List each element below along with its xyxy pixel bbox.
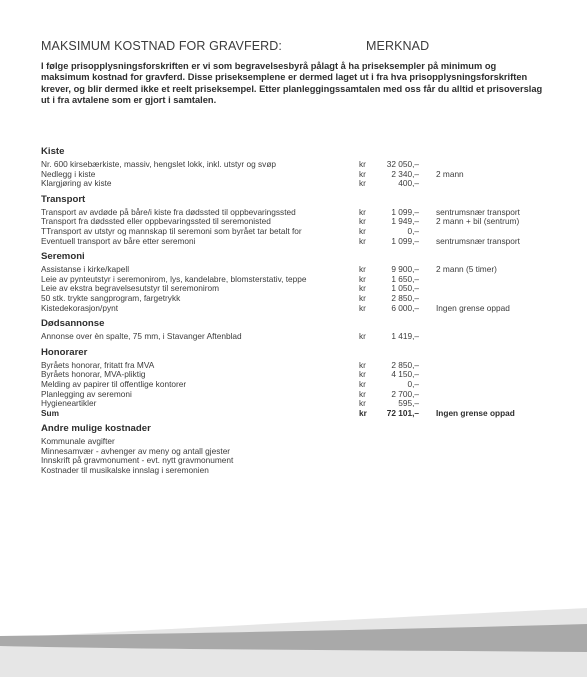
cost-description: TTransport av utstyr og mannskap til seremoni som byrået tar betalt for xyxy=(41,225,302,236)
cost-description: Transport av avdøde på båre/i kiste fra dødssted til oppbevaringssted xyxy=(41,206,296,217)
cost-row xyxy=(41,160,561,170)
currency-label: kr xyxy=(359,206,366,217)
cost-amount: 595,– xyxy=(398,398,419,409)
cost-amount: 2 850,– xyxy=(391,359,419,370)
currency-label: kr xyxy=(359,331,366,342)
cost-amount: 1 650,– xyxy=(391,273,419,284)
currency-label: kr xyxy=(359,159,366,169)
currency-label: kr xyxy=(359,216,366,227)
cost-description: Transport fra dødssted eller oppbevaringssted til seremonisted xyxy=(41,216,271,227)
cost-description: Hygieneartikler xyxy=(41,398,97,409)
cost-description: Melding av papirer til offentlige kontorer xyxy=(41,378,187,389)
cost-section xyxy=(41,423,561,475)
cost-description: Nedlegg i kiste xyxy=(41,168,96,179)
currency-label: kr xyxy=(359,264,366,275)
section-title: Transport xyxy=(41,193,86,205)
cost-amount: 1 050,– xyxy=(391,283,419,294)
cost-section xyxy=(41,318,561,342)
decorative-swoosh-band xyxy=(0,600,587,677)
cost-description: Eventuell transport av båre etter seremoni xyxy=(41,235,196,246)
currency-label: kr xyxy=(359,168,366,179)
section-title: Andre mulige kostnader xyxy=(41,423,151,435)
cost-amount: 72 101,– xyxy=(386,407,419,418)
cost-remark: sentrumsnær transport xyxy=(436,206,520,217)
cost-section xyxy=(41,347,561,419)
intro-paragraph: I følge prisopplysningsforskriften er vi som begravelsesbyrå pålagt å ha priseksempler på minimum og maksimum kostnad for gravferd. Disse priseksemplene er dermed laget ut i fra hva prisopplysningsforskriften krever, og blir dermed ikke et reelt priseksempel. Etter planleggingssamtalen med oss får du alltid et prisoverslag ut i fra avtalene som er gjort i samtalen. xyxy=(41,61,543,105)
currency-label: kr xyxy=(359,178,366,189)
cost-row xyxy=(41,179,561,189)
cost-row xyxy=(41,390,561,400)
cost-description: Leie av ekstra begravelsesutstyr til seremonirom xyxy=(41,283,219,294)
cost-remark: sentrumsnær transport xyxy=(436,235,520,246)
cost-amount: 0,– xyxy=(407,225,419,236)
cost-amount: 0,– xyxy=(407,378,419,389)
currency-label: kr xyxy=(359,398,366,409)
cost-row xyxy=(41,170,561,180)
currency-label: kr xyxy=(359,407,367,418)
cost-description: Kostnader til musikalske innslag i seremonien xyxy=(41,465,209,476)
cost-description: Byråets honorar, fritatt fra MVA xyxy=(41,359,155,370)
cost-amount: 1 949,– xyxy=(391,216,419,227)
cost-amount: 1 419,– xyxy=(391,331,419,342)
sum-row xyxy=(41,409,561,419)
cost-description: Innskrift på gravmonument - evt. nytt gravmonument xyxy=(41,455,234,466)
section-title: Kiste xyxy=(41,146,65,157)
cost-remark: 2 mann + bil (sentrum) xyxy=(436,216,520,227)
cost-amount: 32 050,– xyxy=(386,159,419,169)
cost-remark: Ingen grense oppad xyxy=(436,407,515,418)
cost-description: Kistedekorasjon/pynt xyxy=(41,302,119,313)
currency-label: kr xyxy=(359,302,366,313)
cost-amount: 2 340,– xyxy=(391,168,419,179)
cost-description: 50 stk. trykte sangprogram, fargetrykk xyxy=(41,292,181,303)
cost-amount: 2 700,– xyxy=(391,388,419,399)
cost-section xyxy=(41,251,561,313)
cost-section xyxy=(41,194,561,246)
cost-description: Klargjøring av kiste xyxy=(41,178,112,189)
cost-description: Sum xyxy=(41,407,59,418)
cost-remark: Ingen grense oppad xyxy=(436,302,510,313)
cost-remark: 2 mann xyxy=(436,168,464,179)
section-title: Honorarer xyxy=(41,346,88,358)
remark-column-heading: MERKNAD xyxy=(366,39,430,53)
cost-amount: 1 099,– xyxy=(391,206,419,217)
cost-row xyxy=(41,237,561,247)
cost-description: Byråets honorar, MVA-pliktig xyxy=(41,369,146,380)
cost-description: Minnesamvær - avhenger av meny og antall gjester xyxy=(41,445,231,456)
page-title: MAKSIMUM KOSTNAD FOR GRAVFERD: xyxy=(41,39,282,53)
cost-remark: 2 mann (5 timer) xyxy=(436,264,497,275)
cost-amount: 9 900,– xyxy=(391,264,419,275)
currency-label: kr xyxy=(359,283,366,294)
cost-row xyxy=(41,466,561,476)
currency-label: kr xyxy=(359,292,366,303)
cost-amount: 4 150,– xyxy=(391,369,419,380)
cost-description: Kommunale avgifter xyxy=(41,436,115,447)
cost-description: Planlegging av seremoni xyxy=(41,388,132,399)
currency-label: kr xyxy=(359,369,366,380)
currency-label: kr xyxy=(359,235,366,246)
currency-label: kr xyxy=(359,359,366,370)
section-title: Seremoni xyxy=(41,251,85,263)
cost-section xyxy=(41,146,561,189)
currency-label: kr xyxy=(359,378,366,389)
cost-description: Nr. 600 kirsebærkiste, massiv, hengslet lokk, inkl. utstyr og svøp xyxy=(41,159,277,169)
cost-description: Assistanse i kirke/kapell xyxy=(41,264,130,275)
cost-description: Leie av pynteutstyr i seremonirom, lys, kandelabre, blomsterstativ, teppe xyxy=(41,273,307,284)
cost-sections xyxy=(41,146,561,476)
cost-description: Annonse over èn spalte, 75 mm, i Stavanger Aftenblad xyxy=(41,331,242,342)
currency-label: kr xyxy=(359,388,366,399)
cost-amount: 2 850,– xyxy=(391,292,419,303)
cost-amount: 400,– xyxy=(398,178,419,189)
cost-row xyxy=(41,332,561,342)
page-header xyxy=(41,39,561,55)
cost-amount: 1 099,– xyxy=(391,235,419,246)
cost-row xyxy=(41,304,561,314)
currency-label: kr xyxy=(359,225,366,236)
cost-amount: 6 000,– xyxy=(391,302,419,313)
currency-label: kr xyxy=(359,273,366,284)
section-title: Dødsannonse xyxy=(41,318,105,330)
